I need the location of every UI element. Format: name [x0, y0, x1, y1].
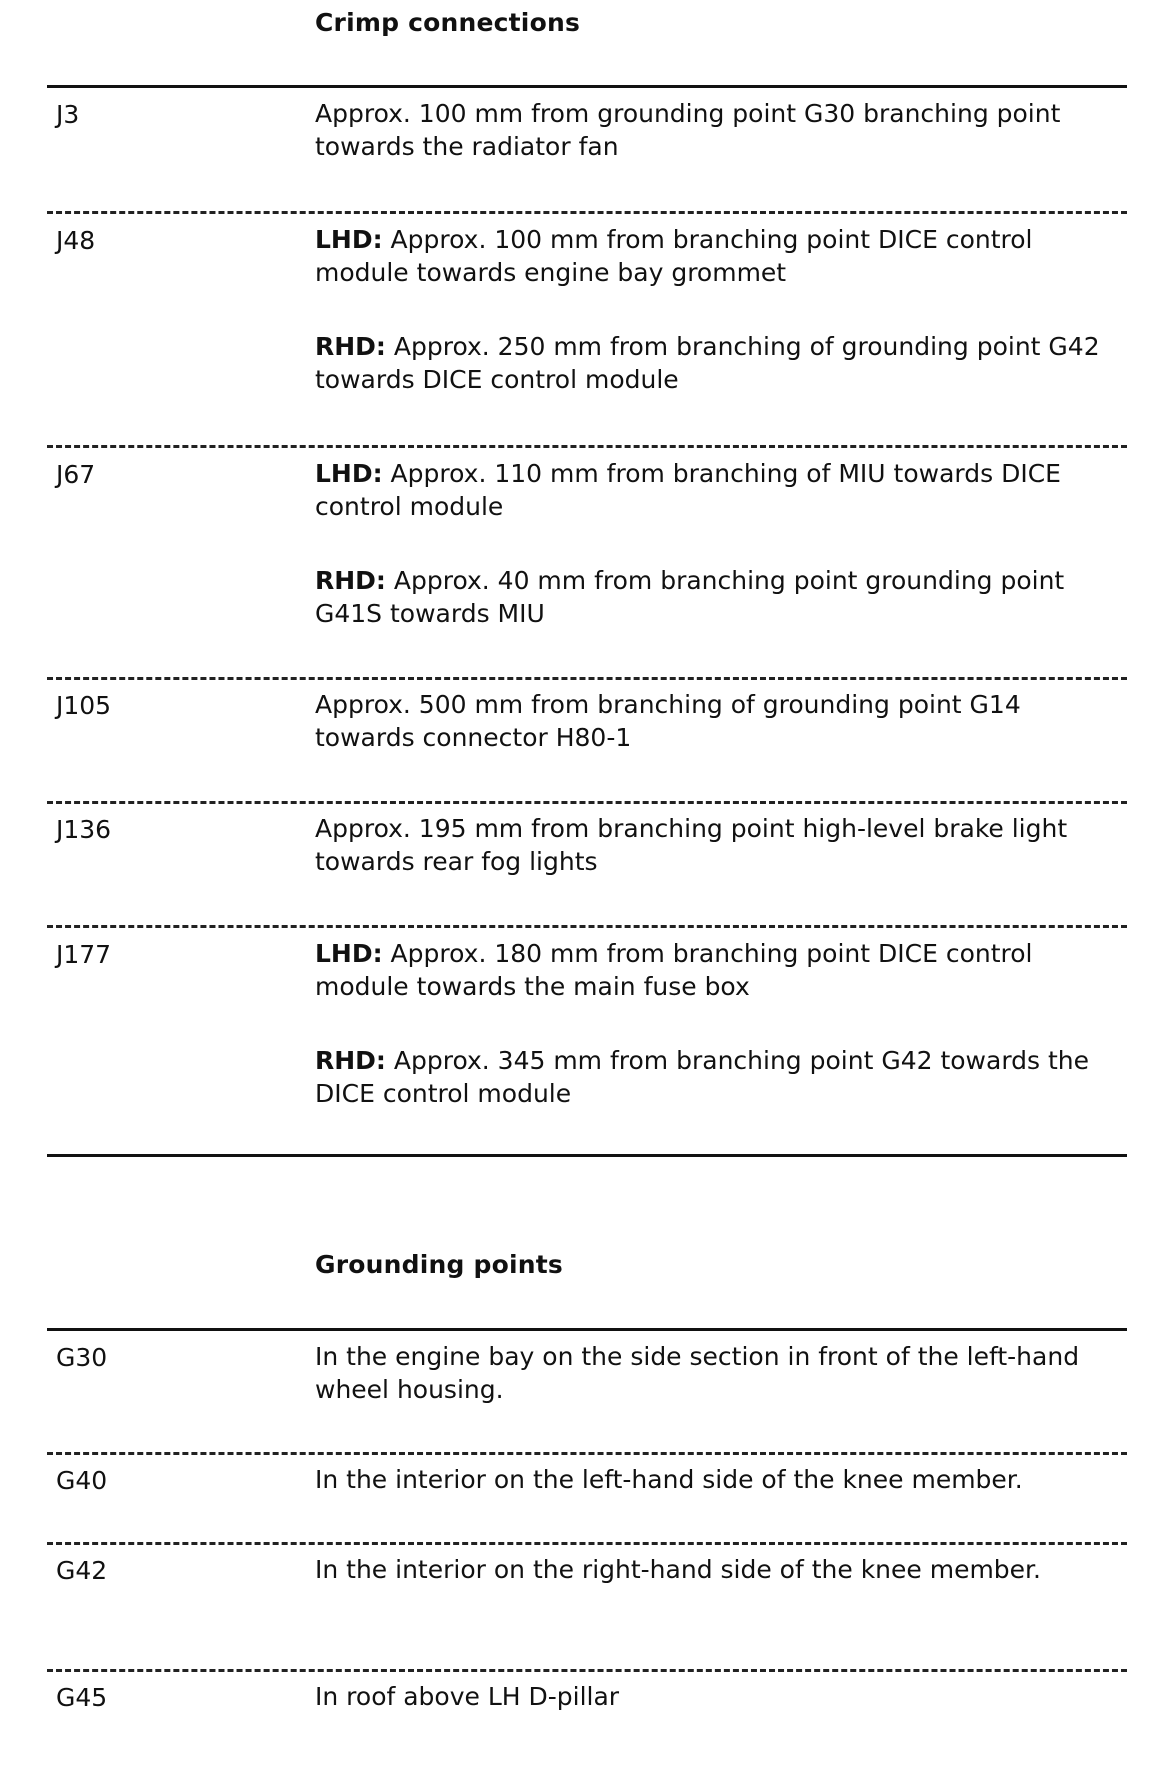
- description-text: In the engine bay on the side section in front of the left-hand wheel housing.: [315, 1342, 1080, 1404]
- description-text: Approx. 100 mm from grounding point G30 branching point towards the radiator fan: [315, 99, 1061, 161]
- row-divider: [47, 211, 1127, 214]
- rhd-label: RHD:: [315, 1046, 386, 1075]
- description-text: In the interior on the right-hand side of the knee member.: [315, 1555, 1041, 1584]
- crimp-desc-j105: [315, 688, 1115, 754]
- description-paragraph: [315, 1044, 1115, 1110]
- row-divider: [47, 1542, 1127, 1545]
- row-divider: [47, 445, 1127, 448]
- lhd-label: LHD:: [315, 459, 383, 488]
- row-divider: [47, 801, 1127, 804]
- crimp-desc-j3: [315, 97, 1115, 163]
- ground-desc-g45: [315, 1680, 1115, 1713]
- crimp-code-j177: J177: [56, 940, 112, 969]
- description-text: Approx. 195 mm from branching point high-level brake light towards rear fog lights: [315, 814, 1068, 876]
- description-text: Approx. 110 mm from branching of MIU towards DICE control module: [315, 459, 1061, 521]
- description-paragraph: [315, 1340, 1115, 1406]
- description-paragraph: [315, 1463, 1135, 1496]
- crimp-desc-j48: [315, 223, 1115, 396]
- lhd-label: LHD:: [315, 225, 383, 254]
- description-text: Approx. 180 mm from branching point DICE control module towards the main fuse box: [315, 939, 1033, 1001]
- rhd-label: RHD:: [315, 332, 386, 361]
- crimp-desc-j67: [315, 457, 1115, 630]
- crimp-code-j48: J48: [56, 226, 96, 255]
- description-paragraph: [315, 937, 1115, 1003]
- row-divider: [47, 1452, 1127, 1455]
- ground-code-g42: G42: [56, 1556, 108, 1585]
- grounding-points-title: Grounding points: [315, 1250, 563, 1279]
- rhd-label: RHD:: [315, 566, 386, 595]
- crimp-code-j3: J3: [56, 100, 80, 129]
- description-paragraph: [315, 223, 1115, 289]
- table-bottom-rule: [47, 1154, 1127, 1157]
- crimp-code-j105: J105: [56, 691, 112, 720]
- description-paragraph: [315, 97, 1115, 163]
- lhd-label: LHD:: [315, 939, 383, 968]
- description-paragraph: [315, 564, 1115, 630]
- description-paragraph: [315, 1680, 1115, 1713]
- description-text: In roof above LH D-pillar: [315, 1682, 620, 1711]
- crimp-code-j67: J67: [56, 460, 96, 489]
- description-paragraph: [315, 812, 1115, 878]
- crimp-desc-j136: [315, 812, 1115, 878]
- description-paragraph: [315, 330, 1115, 396]
- description-text: Approx. 40 mm from branching point grounding point G41S towards MIU: [315, 566, 1065, 628]
- row-divider: [47, 925, 1127, 928]
- table-top-rule: [47, 1328, 1127, 1331]
- row-divider: [47, 1669, 1127, 1672]
- description-paragraph: [315, 688, 1115, 754]
- ground-desc-g40: [315, 1463, 1135, 1496]
- row-divider: [47, 677, 1127, 680]
- ground-code-g30: G30: [56, 1343, 108, 1372]
- ground-code-g45: G45: [56, 1683, 108, 1712]
- description-text: In the interior on the left-hand side of the knee member.: [315, 1465, 1023, 1494]
- table-top-rule: [47, 85, 1127, 88]
- description-text: Approx. 500 mm from branching of grounding point G14 towards connector H80-1: [315, 690, 1021, 752]
- description-text: Approx. 250 mm from branching of grounding point G42 towards DICE control module: [315, 332, 1100, 394]
- description-text: Approx. 345 mm from branching point G42 towards the DICE control module: [315, 1046, 1090, 1108]
- description-paragraph: [315, 1553, 1115, 1586]
- ground-code-g40: G40: [56, 1466, 108, 1495]
- crimp-code-j136: J136: [56, 815, 112, 844]
- description-paragraph: [315, 457, 1115, 523]
- ground-desc-g42: [315, 1553, 1115, 1586]
- crimp-desc-j177: [315, 937, 1115, 1110]
- crimp-connections-title: Crimp connections: [315, 8, 581, 37]
- ground-desc-g30: [315, 1340, 1115, 1406]
- description-text: Approx. 100 mm from branching point DICE control module towards engine bay grommet: [315, 225, 1033, 287]
